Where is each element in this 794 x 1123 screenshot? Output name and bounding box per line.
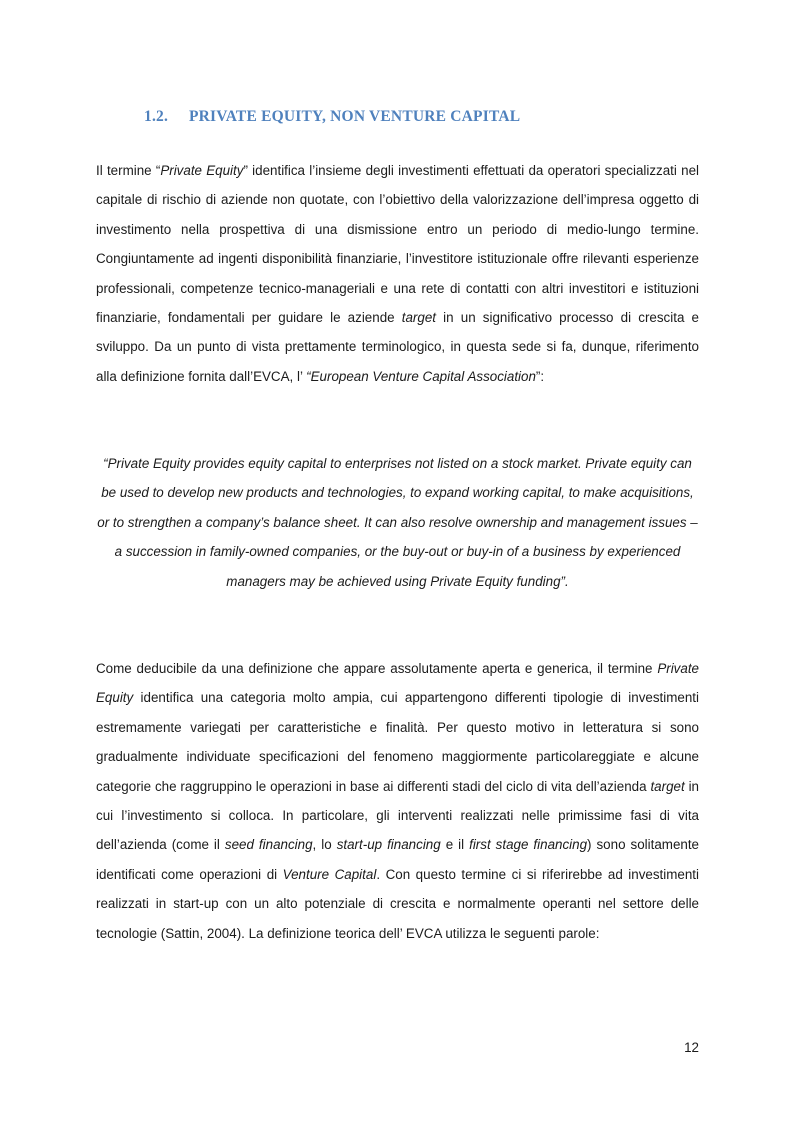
text-run: ”:	[535, 368, 545, 384]
page-number: 12	[684, 1040, 699, 1055]
paragraph-venture-capital	[96, 654, 699, 948]
italic-run: start-up financing	[336, 837, 441, 853]
evca-quote: “Private Equity provides equity capital to enterprises not listed on a stock market. Private equity can be used to develop new products and technologies, to expand working capital, to make acquisitions, or to strengthen a company’s balance sheet. It can also resolve ownership and management issues – a succession in family-owned companies, or the buy-out or buy-in of a business by experienced managers may be achieved using Private Equity funding”.	[97, 456, 698, 589]
section-heading	[144, 108, 520, 126]
text-run: Come deducibile da una definizione che appare assolutamente aperta e generica, il termine	[96, 661, 658, 676]
section-title: PRIVATE EQUITY, NON VENTURE CAPITAL	[189, 108, 521, 125]
paragraph-intro	[96, 156, 699, 391]
italic-run: “European Venture Capital Association	[306, 368, 536, 384]
text-run: ) sono solitamente identificati come operazioni di	[96, 837, 700, 882]
italic-run: target	[401, 310, 436, 326]
italic-run: Private Equity	[96, 661, 699, 706]
section-number: 1.2.	[144, 108, 169, 125]
text-run: identifica una categoria molto ampia, cui appartengono differenti tipologie di investimenti estremamente variegati per caratteristiche e finalità. Per questo motivo in letteratura si sono gradualmente individuate specificazioni del fenomeno maggiormente particolareggiate e alcune categorie che raggruppino le operazioni in base ai differenti stadi del ciclo di vita dell’azienda	[96, 690, 699, 794]
italic-run: seed financing	[224, 837, 313, 853]
italic-run: Venture Capital	[282, 866, 377, 882]
text-run: in cui l’investimento si colloca. In particolare, gli interventi realizzati nelle primissime fasi di vita dell’azienda (come il	[96, 778, 699, 853]
text-run: . Con questo termine ci si riferirebbe ad investimenti realizzati in start-up con un alto potenziale di crescita e normalmente operanti nel settore delle tecnologie (Sattin, 2004). La definizione teorica dell’ EVCA utilizza le seguenti parole:	[96, 866, 700, 941]
text-run: Il termine “	[96, 163, 161, 178]
italic-run: first stage financing	[469, 837, 588, 853]
italic-run: target	[650, 778, 685, 794]
italic-run: Private Equity	[160, 163, 244, 178]
text-run: in un significativo processo di crescita e sviluppo. Da un punto di vista prettamente terminologico, in questa sede si fa, dunque, riferimento alla definizione fornita dall’EVCA, l’	[96, 310, 699, 384]
text-run: , lo	[312, 837, 337, 853]
text-run: e il	[440, 837, 470, 853]
text-run: ” identifica l’insieme degli investimenti effettuati da operatori specializzati nel capitale di rischio di aziende non quotate, con l’obiettivo della valorizzazione dell’impresa oggetto di investimento nella prospettiva di una dismissione entro un periodo di medio-lungo termine. Congiuntamente ad ingenti disponibilità finanziarie, l’investitore istituzionale offre rilevanti esperienze professionali, competenze tecnico-manageriali e una rete di contatti con altri investitori e istituzioni finanziarie, fondamentali per guidare le aziende	[96, 163, 699, 326]
